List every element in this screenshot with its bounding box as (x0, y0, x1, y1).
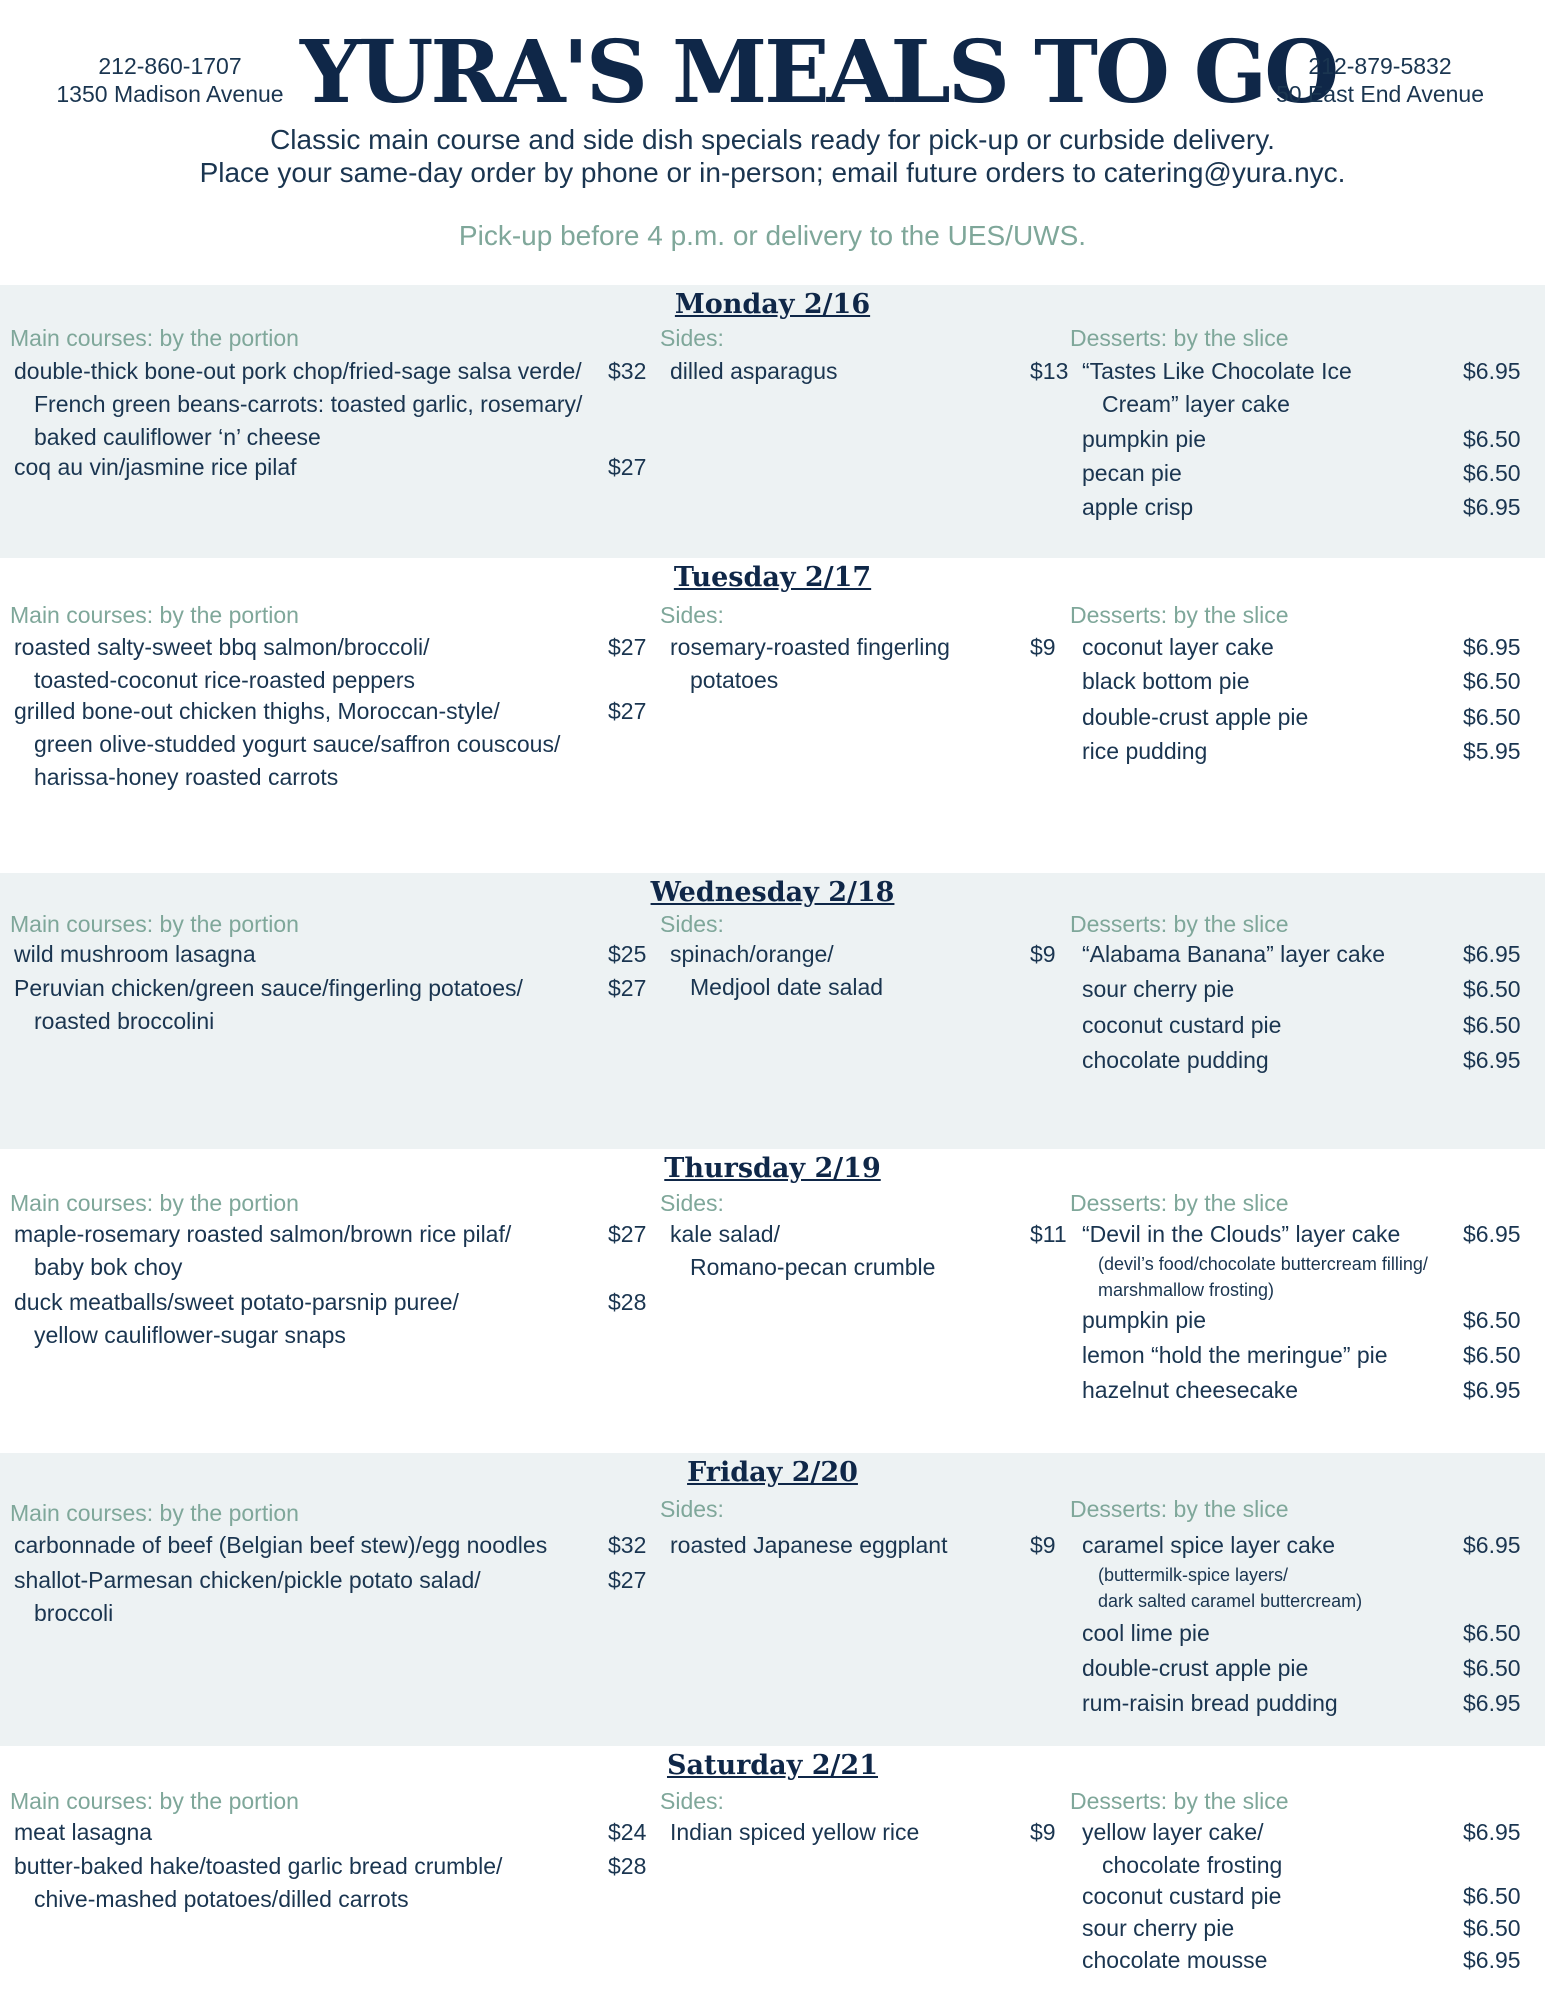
main-column-label: Main courses: by the portion (10, 1500, 299, 1526)
dessert-item-price: $6.95 (1463, 1819, 1521, 1845)
dessert-item-note: marshmallow frosting) (1098, 1280, 1275, 1300)
dessert-item-price: $6.50 (1463, 976, 1521, 1002)
main-item-text: coq au vin/jasmine rice pilaf (14, 454, 297, 480)
dessert-item-note: (devil’s food/chocolate buttercream filling/ (1098, 1254, 1428, 1274)
dessert-item (1082, 1880, 1281, 1913)
dessert-item (1082, 631, 1274, 664)
main-item-text: meat lasagna (14, 1819, 153, 1845)
main-item-text: double-thick bone-out pork chop/fried-sage salsa verde/ (14, 358, 582, 384)
main-item-price: $27 (608, 698, 647, 724)
dessert-item-text: pumpkin pie (1082, 1307, 1207, 1333)
main-item-price: $32 (608, 358, 647, 384)
main-item-text: wild mushroom lasagna (14, 941, 256, 967)
left-phone: 212-860-1707 (98, 53, 242, 79)
dessert-column-label: Desserts: by the slice (1070, 911, 1289, 937)
main-item-price: $28 (608, 1853, 647, 1879)
main-item-price: $32 (608, 1532, 647, 1558)
dessert-item (1082, 701, 1308, 734)
main-item-price: $27 (608, 454, 647, 480)
side-item-price: $13 (1030, 358, 1069, 384)
dessert-item (1082, 1218, 1428, 1303)
main-item (14, 1218, 511, 1284)
dessert-item-text: pecan pie (1082, 460, 1182, 486)
main-column-label: Main courses: by the portion (10, 911, 299, 937)
dessert-item (1082, 1652, 1308, 1685)
dessert-item (1082, 1044, 1269, 1077)
main-item (14, 451, 297, 484)
dessert-item (1082, 1009, 1281, 1042)
main-column-label: Main courses: by the portion (10, 1190, 299, 1216)
main-item-price: $24 (608, 1819, 647, 1845)
main-item-price: $27 (608, 1567, 647, 1593)
dessert-item-price: $6.50 (1463, 1883, 1521, 1909)
dessert-item-text: coconut custard pie (1082, 1012, 1282, 1038)
day-title: Saturday 2/21 (666, 1750, 878, 1781)
main-item-text: duck meatballs/sweet potato-parsnip puree/ (14, 1289, 459, 1315)
dessert-item-text: black bottom pie (1082, 668, 1250, 694)
dessert-item-text: “Alabama Banana” layer cake (1082, 941, 1385, 967)
main-item-text: Peruvian chicken/green sauce/fingerling potatoes/ (14, 975, 523, 1001)
menu-header (0, 0, 1545, 285)
main-item-text: carbonnade of beef (Belgian beef stew)/egg noodles (14, 1532, 548, 1558)
main-item-price: $25 (608, 941, 647, 967)
dessert-item (1082, 735, 1207, 768)
dessert-item-text: caramel spice layer cake (1082, 1532, 1336, 1558)
dessert-item-price: $6.50 (1463, 1915, 1521, 1941)
day-section (0, 558, 1545, 873)
dessert-item (1082, 1339, 1388, 1372)
dessert-item-price: $6.95 (1463, 1221, 1521, 1247)
dessert-item (1082, 1374, 1298, 1407)
main-item (14, 355, 582, 454)
side-item-price: $9 (1030, 634, 1056, 660)
dessert-item (1082, 1304, 1206, 1337)
dessert-item-text: yellow layer cake/ (1082, 1819, 1264, 1845)
dessert-item-price: $6.95 (1463, 1532, 1521, 1558)
main-item-text: chive-mashed potatoes/dilled carrots (34, 1886, 409, 1912)
store-right (1265, 52, 1495, 108)
main-item-text: roasted salty-sweet bbq salmon/broccoli/ (14, 634, 430, 660)
pickup-note: Pick-up before 4 p.m. or delivery to the UES/UWS. (458, 220, 1087, 251)
day-title: Wednesday 2/18 (650, 877, 895, 908)
dessert-item-price: $6.50 (1463, 1655, 1521, 1681)
side-item-text: kale salad/ (670, 1221, 780, 1247)
dessert-item-price: $6.50 (1463, 1342, 1521, 1368)
day-title: Tuesday 2/17 (673, 562, 872, 593)
side-item-text: roasted Japanese eggplant (670, 1532, 948, 1558)
dessert-column-label: Desserts: by the slice (1070, 325, 1289, 351)
side-item-price: $9 (1030, 1819, 1056, 1845)
main-item-price: $27 (608, 1221, 647, 1247)
dessert-item-price: $5.95 (1463, 738, 1521, 764)
side-item-text: Medjool date salad (690, 974, 884, 1000)
dessert-item (1082, 1617, 1210, 1650)
dessert-item (1082, 1816, 1282, 1882)
dessert-item-text: pumpkin pie (1082, 426, 1207, 452)
dessert-item (1082, 938, 1385, 971)
main-item (14, 695, 560, 794)
right-address: 50 East End Avenue (1275, 81, 1485, 107)
side-column-label: Sides: (660, 1190, 724, 1216)
dessert-item-note: dark salted caramel buttercream) (1098, 1591, 1363, 1611)
dessert-item-price: $6.50 (1463, 460, 1521, 486)
dessert-item-price: $6.95 (1463, 1047, 1521, 1073)
main-item (14, 972, 523, 1038)
side-item-text: Indian spiced yellow rice (670, 1819, 920, 1845)
dessert-column-label: Desserts: by the slice (1070, 1190, 1289, 1216)
dessert-item-price: $6.95 (1463, 1690, 1521, 1716)
brand-title: YURA'S MEALS TO GO (300, 22, 1337, 123)
dessert-column-label: Desserts: by the slice (1070, 1496, 1289, 1522)
side-column-label: Sides: (660, 325, 724, 351)
main-item-text: toasted-coconut rice-roasted peppers (34, 667, 415, 693)
side-item (670, 1529, 948, 1562)
side-item-text: potatoes (690, 667, 779, 693)
side-item-price: $11 (1030, 1221, 1067, 1247)
day-section (0, 1149, 1545, 1453)
main-item-text: yellow cauliflower-sugar snaps (34, 1322, 346, 1348)
dessert-item-price: $6.50 (1463, 1307, 1521, 1333)
dessert-item-price: $6.95 (1463, 634, 1521, 660)
dessert-item-price: $6.50 (1463, 426, 1521, 452)
dessert-item-text: chocolate frosting (1102, 1852, 1283, 1878)
main-item-text: baked cauliflower ‘n’ cheese (34, 424, 321, 450)
side-column-label: Sides: (660, 1788, 724, 1814)
dessert-column-label: Desserts: by the slice (1070, 1788, 1289, 1814)
day-title: Monday 2/16 (674, 289, 871, 320)
main-item (14, 1850, 502, 1916)
dessert-item-text: chocolate mousse (1082, 1947, 1268, 1973)
main-item-price: $28 (608, 1289, 647, 1315)
day-title: Friday 2/20 (687, 1457, 858, 1488)
dessert-item-price: $6.50 (1463, 668, 1521, 694)
dessert-item-text: chocolate pudding (1082, 1047, 1269, 1073)
dessert-item (1082, 973, 1234, 1006)
side-item-text: Romano-pecan crumble (690, 1254, 936, 1280)
dessert-item (1082, 491, 1193, 524)
side-column-label: Sides: (660, 602, 724, 628)
dessert-item-price: $6.95 (1463, 494, 1521, 520)
dessert-item-text: sour cherry pie (1082, 1915, 1235, 1941)
dessert-item (1082, 1912, 1234, 1945)
dessert-item-price: $6.95 (1463, 1377, 1521, 1403)
dessert-item (1082, 457, 1182, 490)
tagline-1: Classic main course and side dish specials ready for pick-up or curbside delivery. (270, 124, 1275, 155)
dessert-item (1082, 1687, 1338, 1720)
dessert-item (1082, 1944, 1267, 1977)
dessert-item-price: $6.95 (1463, 941, 1521, 967)
main-item-price: $27 (608, 634, 647, 660)
side-item (670, 938, 883, 1004)
dessert-item-price: $6.50 (1463, 1012, 1521, 1038)
side-item (670, 631, 950, 697)
dessert-item-text: double-crust apple pie (1082, 704, 1309, 730)
dessert-item-text: lemon “hold the meringue” pie (1082, 1342, 1388, 1368)
dessert-item-text: coconut custard pie (1082, 1883, 1282, 1909)
store-left (50, 52, 290, 108)
side-column-label: Sides: (660, 911, 724, 937)
main-item-price: $27 (608, 975, 647, 1001)
dessert-item-text: hazelnut cheesecake (1082, 1377, 1299, 1403)
dessert-item-text: sour cherry pie (1082, 976, 1235, 1002)
day-section (0, 285, 1545, 558)
dessert-item-price: $6.95 (1463, 358, 1521, 384)
main-item-text: grilled bone-out chicken thighs, Moroccan-style/ (14, 698, 500, 724)
dessert-item-price: $6.95 (1463, 1947, 1521, 1973)
main-item-text: maple-rosemary roasted salmon/brown rice pilaf/ (14, 1221, 512, 1247)
main-column-label: Main courses: by the portion (10, 1788, 299, 1814)
main-item-text: broccoli (34, 1600, 114, 1626)
dessert-item-text: Cream” layer cake (1102, 391, 1290, 417)
side-item-price: $9 (1030, 941, 1056, 967)
dessert-item-text: double-crust apple pie (1082, 1655, 1309, 1681)
dessert-item-text: “Tastes Like Chocolate Ice (1082, 358, 1352, 384)
main-item (14, 938, 256, 971)
dessert-item-price: $6.50 (1463, 704, 1521, 730)
dessert-item (1082, 665, 1249, 698)
main-item-text: harissa-honey roasted carrots (34, 764, 339, 790)
main-item (14, 1286, 459, 1352)
main-item (14, 1529, 547, 1562)
side-item-text: rosemary-roasted fingerling (670, 634, 950, 660)
dessert-item-note: (buttermilk-spice layers/ (1098, 1565, 1289, 1585)
dessert-item-text: rum-raisin bread pudding (1082, 1690, 1338, 1716)
main-item (14, 1816, 152, 1849)
dessert-item (1082, 1529, 1362, 1614)
side-item-text: spinach/orange/ (670, 941, 834, 967)
side-column-label: Sides: (660, 1496, 724, 1522)
dessert-item-price: $6.50 (1463, 1620, 1521, 1646)
main-item-text: baby bok choy (34, 1254, 183, 1280)
dessert-item (1082, 355, 1352, 421)
dessert-item (1082, 423, 1206, 456)
side-item-price: $9 (1030, 1532, 1056, 1558)
dessert-item-text: “Devil in the Clouds” layer cake (1082, 1221, 1401, 1247)
main-item-text: green olive-studded yogurt sauce/saffron couscous/ (34, 731, 561, 757)
dessert-column-label: Desserts: by the slice (1070, 602, 1289, 628)
main-item (14, 1564, 481, 1630)
dessert-item-text: rice pudding (1082, 738, 1208, 764)
dessert-item-text: cool lime pie (1082, 1620, 1210, 1646)
day-section (0, 1453, 1545, 1746)
side-item (670, 1218, 935, 1284)
dessert-item-text: coconut layer cake (1082, 634, 1274, 660)
main-column-label: Main courses: by the portion (10, 602, 299, 628)
left-address: 1350 Madison Avenue (56, 81, 284, 107)
main-column-label: Main courses: by the portion (10, 325, 299, 351)
side-item-text: dilled asparagus (670, 358, 838, 384)
main-item-text: butter-baked hake/toasted garlic bread crumble/ (14, 1853, 503, 1879)
side-item (670, 1816, 919, 1849)
tagline-2: Place your same-day order by phone or in-person; email future orders to catering@yura.nyc. (199, 157, 1346, 188)
day-section (0, 1746, 1545, 1999)
right-phone: 212-879-5832 (1308, 53, 1452, 79)
main-item-text: roasted broccolini (34, 1008, 215, 1034)
main-item (14, 631, 429, 697)
day-section (0, 873, 1545, 1149)
dessert-item-text: apple crisp (1082, 494, 1194, 520)
side-item (670, 355, 838, 388)
main-item-text: shallot-Parmesan chicken/pickle potato salad/ (14, 1567, 481, 1593)
main-item-text: French green beans-carrots: toasted garlic, rosemary/ (34, 391, 583, 417)
day-title: Thursday 2/19 (664, 1153, 881, 1184)
